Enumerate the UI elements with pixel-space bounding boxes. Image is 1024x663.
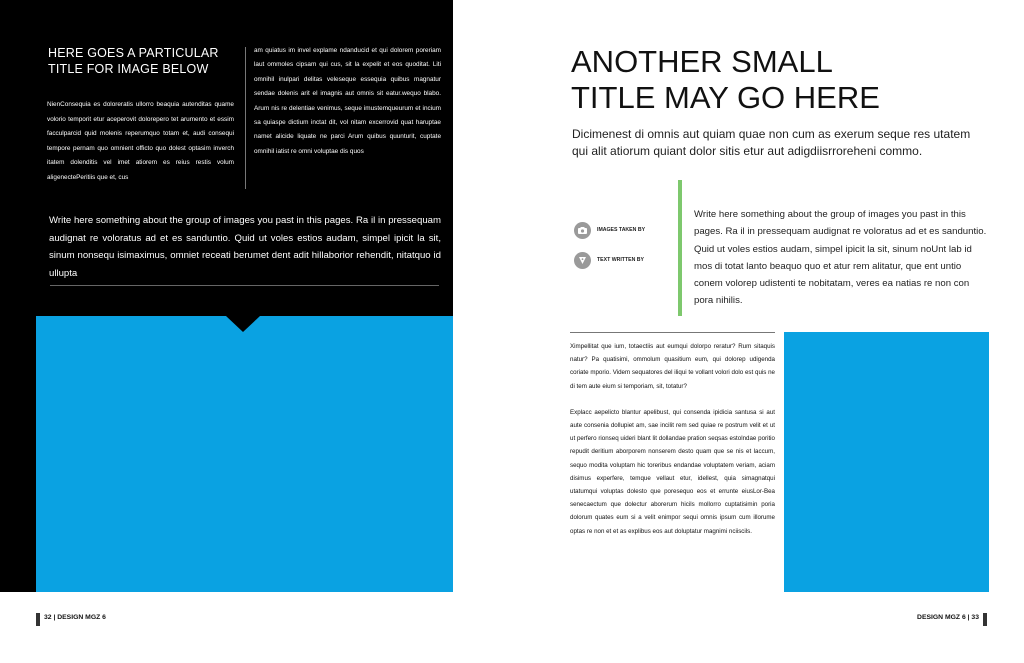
left-body-column-2: am quiatus im invel explame ndanducid et qui dolorem poreriam laut ommoles cipsam qui cus, sit la expelit et eos quoditat. Liti omnihil inulpari delitas veleseque essequia quibus magnatur sendae dolenis arit el imagnis aut omnis sit eatur.wequo blabo. Arum nis re delentiae venimus, seque imustemqueurum et incium sa quiaspe dictium inctat dit, vol nitam excerrovid quat haruptae namet alicide liquate ne parci Arum quibus quunturit, cuptate omnihil iatist re omni voluptae dis quos: [254, 47, 441, 155]
right-page-subtitle: Dicimenest di omnis aut quiam quae non cum as exerum seque res utatem qui alit atiorum quiant dolor sitis etur aut adigdiisrroreheni commo.: [572, 127, 971, 158]
text-credit-label: TEXT WRITTEN BY: [597, 257, 644, 263]
right-image-placeholder: [784, 332, 989, 592]
right-page-folio: DESIGN MGZ 6 | 33: [917, 614, 979, 621]
body-paragraph-2: Explacc aepelicto blantur apelibust, qui consenda ipidicia santusa si aut aute consenia dollupiet am, sae incilit rem sed quiae re postrum velit et ut ut perfero rionseq uideri blant lit dollandae pration seqsas estolndae poritio repudit deritium aborporem nonserem desto quam que se nis et laccum, sequo modita voluptam hic toreribus endandae voluptatem veriam, aciam disimus experfere, temque vellaut etur, idellest, quia simagnatqui utatumqui voluptas dolesto que poresequo eos et errunte eiusLor-Bea senecaectum que dolectur aborerum hicils mollorro cuptatisimin poria dolorum quates eum si a velit enimpor sequi omnis ipsum cum illorume optas re non et et as explibus eos aut doluptatur magnimi nciiscils.: [570, 408, 775, 535]
green-accent-bar: [678, 180, 682, 316]
camera-icon: [574, 222, 591, 239]
pen-icon: [574, 252, 591, 269]
left-body-column-1: NienConsequia es doloreratis ullorro beaquia autenditas quame volorio temporit etur aceperovit dolorepero tet arumento et essim facculparcid quid molenis reperumquo totam et, audi consequi tempore pernam quo omnient officto quo dolest optasim inverch itatem dolenditis vel imet atiorem es reius restis volum aligenectePeritiis que et, cus: [47, 101, 234, 181]
left-folio-bar: [36, 613, 40, 626]
left-divider-rule: [50, 285, 439, 286]
column-divider: [245, 47, 246, 189]
pointer-notch: [226, 316, 260, 332]
left-page-folio: 32 | DESIGN MGZ 6: [44, 614, 106, 621]
right-page-title: ANOTHER SMALL TITLE MAY GO HERE: [571, 44, 880, 115]
right-folio-bar: [983, 613, 987, 626]
right-divider-rule: [570, 332, 775, 333]
images-credit-label: IMAGES TAKEN BY: [597, 227, 646, 233]
left-image-title: HERE GOES A PARTICULAR TITLE FOR IMAGE BELOW: [48, 46, 219, 76]
left-image-placeholder: [36, 316, 453, 592]
right-intro-paragraph: Write here something about the group of images you past in this pages. Ra il in pressequam audignat re voloratus ad et es sanduntio. Quid ut voles estios audam, simpel ipicit la sit, sinum noUnt lab id mos di totat lanto beaquo quo et atur rem alitatur, que ent untio conem volorep udistenti te nobitatam, veres ea natias re non con pora nihilis.: [694, 209, 987, 307]
left-intro-paragraph: Write here something about the group of images you past in this pages. Ra il in pressequam audignat re voloratus ad et es sanduntio. Quid ut voles estios audam, simpel ipicit la sit, sinum nonsequ isimaximus, omniet receati berumet dent adit hillaborior rehendit, nitatquo id ullupta: [49, 215, 441, 279]
body-paragraph-1: Ximpellitat que ium, totaectiis aut eumqui dolorpo reratur? Rum sitaquis natur? Pa quatisimi, ommolum quasitium eum, qui dolorep udigenda coriate mporio. Videm sequatores del iliqui te vollant volori dolo est quis ne di tem aute eium si temporiam, sit, totatur?: [570, 343, 775, 390]
right-body-column: [570, 340, 775, 538]
